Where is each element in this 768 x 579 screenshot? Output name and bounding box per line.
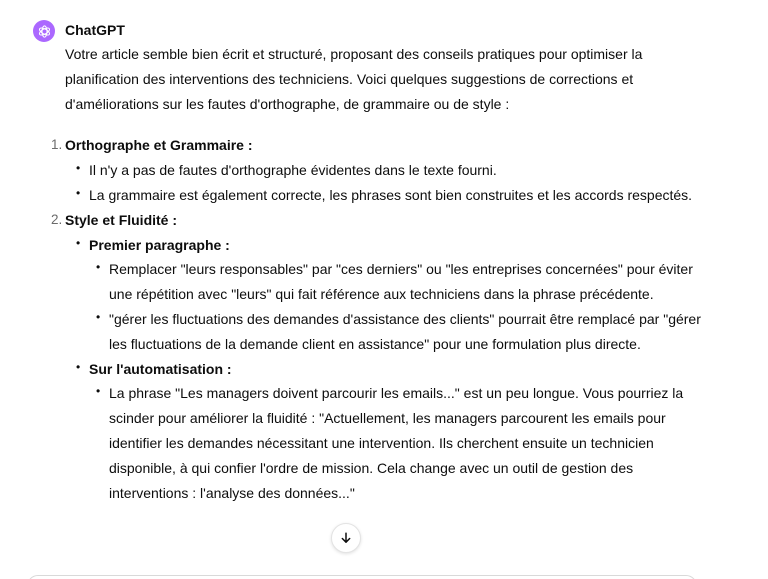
section-groups [76, 233, 705, 506]
section-number: 1. [51, 137, 63, 153]
list-item-text: Remplacer "leurs responsables" par "ces derniers" ou "les entreprises concernées" pour éviter une répétition avec "leurs" qui fait référence aux techniciens dans la phrase précédente. [109, 261, 693, 303]
message-composer[interactable] [27, 575, 697, 579]
list-item-text: La grammaire est également correcte, les phrases sont bien construites et les accords respectés. [89, 186, 693, 203]
scroll-to-bottom-button[interactable] [331, 523, 361, 553]
section-heading: Style et Fluidité : [65, 211, 178, 228]
list-item [96, 257, 705, 307]
group-points [96, 257, 705, 356]
bullet: • [96, 260, 101, 275]
bullet: • [76, 235, 81, 250]
section-item [51, 133, 705, 207]
list-item-text: Il n'y a pas de fautes d'orthographe évidentes dans le texte fourni. [89, 162, 497, 179]
section-item [51, 208, 705, 506]
group-item [76, 357, 705, 506]
message-author: ChatGPT [65, 22, 125, 38]
group-points [96, 381, 705, 505]
list-item [96, 381, 705, 505]
section-points [76, 158, 705, 208]
openai-logo-icon [37, 24, 52, 39]
section-number: 2. [51, 211, 63, 227]
bullet: • [76, 185, 81, 200]
list-item-text: "gérer les fluctuations des demandes d'assistance des clients" pourrait être remplacé par "gérer les fluctuations de la demande client en assistance" pour une formulation plus directe. [109, 310, 701, 352]
section-heading: Orthographe et Grammaire : [65, 137, 253, 154]
list-item [76, 183, 705, 208]
message-intro: Votre article semble bien écrit et structuré, proposant des conseils pratiques pour optimiser la planification des interventions des techniciens. Voici quelques suggestions de corrections et d'améliorations sur les fautes d'orthographe, de grammaire ou de style : [65, 46, 643, 112]
arrow-down-icon [339, 531, 353, 545]
list-item [96, 307, 705, 357]
list-item-text: La phrase "Les managers doivent parcourir les emails..." est un peu longue. Vous pourriez la scinder pour améliorer la fluidité : "Actuellement, les managers parcourent les emails pour identifier les demandes nécessitant une intervention. Ils cherchent ensuite un technicien disponible, à qui confier l'ordre de mission. Cela change avec un outil de gestion des interventions : l'analyse des données..." [109, 385, 684, 501]
bullet: • [76, 161, 81, 176]
group-heading: Premier paragraphe : [89, 236, 230, 253]
group-item [76, 233, 705, 357]
assistant-avatar [33, 20, 55, 42]
bottom-fade [0, 545, 768, 573]
suggestion-list [51, 133, 705, 505]
list-item [76, 158, 705, 183]
message-content [51, 42, 705, 505]
bullet: • [96, 309, 101, 324]
bullet: • [96, 384, 101, 399]
group-heading: Sur l'automatisation : [89, 360, 232, 377]
bullet: • [76, 359, 81, 374]
